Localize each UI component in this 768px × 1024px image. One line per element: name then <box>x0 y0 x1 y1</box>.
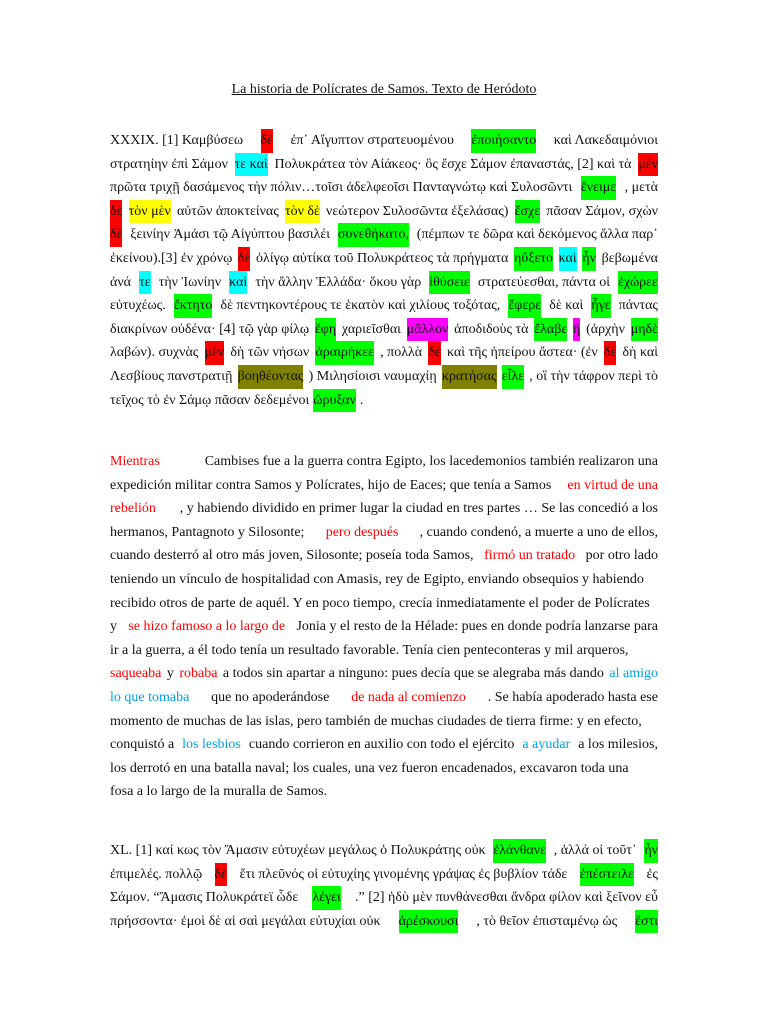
highlighted-word: ἐλάνθανε <box>493 839 546 863</box>
text-line <box>110 568 658 592</box>
text-segment: , οἳ τὴν τάφρον περὶ τὸ <box>529 368 658 384</box>
highlighted-word: τε <box>139 271 151 295</box>
text-line <box>110 247 658 271</box>
text-line <box>110 474 658 498</box>
text-segment: cuando desterró al otro más joven, Silosonte; poseía toda Samos, <box>110 548 474 564</box>
text-segment: , μετὰ <box>624 180 658 196</box>
text-line <box>110 365 658 389</box>
highlighted-word: δὲ <box>110 223 122 247</box>
text-line <box>110 733 658 757</box>
text-segment: πᾶσαν Σάμον, σχὼν <box>546 203 658 219</box>
highlighted-word: ἀρέσκουσι <box>399 910 459 934</box>
text-segment: ir a la guerra, a él todo tenía un resultado favorable. Tenía cien penteconteras y mil arqueros, <box>110 642 629 658</box>
text-segment: . <box>359 392 364 408</box>
text-segment: Cambises fue a la guerra contra Egipto, los lacedemonios también realizaron una <box>204 454 658 469</box>
text-line <box>110 200 658 224</box>
text-segment: αὐτῶν ἀποκτείνας <box>176 203 279 219</box>
highlighted-word: saqueaba <box>110 666 162 682</box>
text-segment: por otro lado <box>585 548 658 564</box>
text-line <box>110 271 658 295</box>
text-segment: y <box>166 666 174 682</box>
text-segment: , cuando condenó, a muerte a uno de ellos, <box>419 524 658 540</box>
text-segment: καὶ τῆς ἠπείρου ἄστεα· (ἐν <box>446 345 598 361</box>
text-segment: λαβών). συχνὰς <box>110 345 199 361</box>
highlighted-word: κρατήσας <box>442 365 497 389</box>
text-segment: recibido otros de parte de aquél. Y en poco tiempo, crecía inmediatamente el poder de Polícrates <box>110 595 650 611</box>
text-segment: δὴ τῶν νήσων <box>230 345 310 361</box>
text-segment: Σάμον. “Ἄμασις Πολυκράτεϊ ὧδε <box>110 890 299 906</box>
text-segment: πάντας <box>618 298 658 314</box>
highlighted-word: ἐποιήσαντο <box>471 129 536 153</box>
highlighted-word: ἢ <box>573 318 580 342</box>
highlighted-word: μὲν <box>205 341 225 365</box>
highlighted-word: lo que tomaba <box>110 689 190 705</box>
text-segment: ) Μιλησίοισι ναυμαχίῃ <box>308 368 437 384</box>
highlighted-word: ἔλαβε <box>534 318 567 342</box>
highlighted-word: de nada al comienzo <box>351 689 466 705</box>
spanish-translation <box>110 450 658 804</box>
text-line <box>110 318 658 342</box>
text-line <box>110 294 658 318</box>
text-segment: εὐτυχέως. <box>110 298 166 314</box>
text-segment: , πολλὰ <box>380 345 423 361</box>
text-line <box>110 544 658 568</box>
highlighted-word: καὶ <box>229 271 247 295</box>
highlighted-word: ὤρυξαν <box>313 389 356 413</box>
highlighted-word: Mientras <box>110 454 160 469</box>
text-line <box>110 223 658 247</box>
text-segment: βεβωμένα <box>601 250 658 266</box>
text-segment: καὶ Λακεδαιμόνιοι <box>553 133 658 148</box>
highlighted-word: δὲ <box>604 341 616 365</box>
text-line <box>110 863 658 887</box>
text-segment: ἐπ᾽ Αἴγυπτον στρατευομένου <box>290 133 454 148</box>
text-segment: , ἀλλά οἱ τοῦτ᾽ <box>553 843 637 858</box>
text-line <box>110 129 658 153</box>
text-segment: Λεσβίους πανστρατιῇ <box>110 368 233 384</box>
highlighted-word: δὲ <box>428 341 440 365</box>
text-segment: fosa a lo largo de la muralla de Samos. <box>110 784 328 800</box>
text-line <box>110 910 658 934</box>
highlighted-word: los lesbios <box>182 737 241 753</box>
highlighted-word: en virtud de una <box>567 477 658 493</box>
highlighted-word: μηδὲ <box>631 318 658 342</box>
highlighted-word: δὲ <box>215 863 227 887</box>
text-segment: τὴν Ἰωνίην <box>158 274 222 290</box>
text-segment: a todos sin apartar a ninguno: pues decía que se alegraba más dando <box>222 666 604 682</box>
text-line <box>110 780 658 804</box>
highlighted-word: rebelión <box>110 501 156 517</box>
highlighted-word: ἦν <box>644 839 658 863</box>
text-line <box>110 757 658 781</box>
text-segment: cuando corrieron en auxilio con todo el ejército <box>248 737 515 753</box>
text-segment: ἐκείνου).[3] ἐν χρόνῳ <box>110 250 233 266</box>
text-line <box>110 176 658 200</box>
text-segment: τὴν ἄλλην Ἑλλάδα· ὅκου γὰρ <box>255 274 422 290</box>
highlighted-word: ἔσχε <box>515 200 541 224</box>
text-segment: conquistó a <box>110 737 175 753</box>
text-line <box>110 686 658 710</box>
highlighted-word: μὲν <box>638 153 658 177</box>
highlighted-word: ἐπέστειλε <box>580 863 634 887</box>
highlighted-word: ἔνειμε <box>581 176 616 200</box>
text-line <box>110 341 658 365</box>
text-line <box>110 615 658 639</box>
highlighted-word: βοηθέοντας <box>238 365 304 389</box>
text-segment: ἀνά <box>110 274 131 290</box>
text-segment: expedición militar contra Samos y Polícrates, hijo de Eaces; que tenía a Samos <box>110 477 552 493</box>
highlighted-word: ἰθύσειε <box>429 271 469 295</box>
text-segment: δὲ πεντηκοντέρους τε ἑκατὸν καὶ χιλίους τοξότας, <box>220 298 501 314</box>
text-segment: Jonia y el resto de la Hélade: pues en donde podría lanzarse para <box>296 619 658 635</box>
highlighted-word: τε καὶ <box>235 153 268 177</box>
text-segment: que no apoderándose <box>211 689 330 705</box>
highlighted-word: ἔκτητο <box>174 294 213 318</box>
text-line <box>110 710 658 734</box>
text-segment: χαριεῖσθαι <box>341 321 401 337</box>
text-segment: δὴ καὶ <box>622 345 658 361</box>
highlighted-word: δὲ <box>110 200 122 224</box>
text-line <box>110 450 658 474</box>
text-segment: los derrotó en una batalla naval; los cuales, una vez fueron encadenados, excavaron toda una <box>110 760 629 776</box>
text-segment: . Se había apoderado hasta ese <box>487 689 658 705</box>
highlighted-word: al amigo <box>609 666 658 682</box>
text-segment: XL. [1] καί κως τὸν Ἄμασιν εὐτυχέων μεγάλως ὁ Πολυκράτης οὐκ <box>110 843 486 858</box>
highlighted-word: ἔφη <box>315 318 336 342</box>
highlighted-word: se hizo famoso a lo largo de <box>128 619 286 635</box>
highlighted-word: firmó un tratado <box>484 548 576 564</box>
text-segment: ἐς <box>646 866 658 882</box>
highlighted-word: μᾶλλον <box>407 318 449 342</box>
text-line <box>110 592 658 616</box>
text-line <box>110 839 658 863</box>
text-line <box>110 886 658 910</box>
highlighted-word: τὸν μὲν <box>129 200 171 224</box>
text-segment: ἐπιμελές. πολλῷ <box>110 866 203 882</box>
text-segment: (ἀρχὴν <box>586 321 625 337</box>
text-segment: y <box>110 619 117 635</box>
text-segment: τεῖχος τὸ ἐν Σάμῳ πᾶσαν δεδεμένοι <box>110 392 310 408</box>
text-segment: .” [2] ἡδὺ μὲν πυνθάνεσθαι ἄνδρα φίλον καὶ ξεῖνον εὖ <box>355 890 658 906</box>
text-segment: hermanos, Pantagnoto y Silosonte; <box>110 524 305 540</box>
text-line <box>110 497 658 521</box>
highlighted-word: ἔστι <box>635 910 658 934</box>
text-segment: πρήσσοντα· ἐμοὶ δὲ αἱ σαὶ μεγάλαι εὐτυχίαι οὐκ <box>110 913 381 929</box>
text-segment: δὲ καὶ <box>549 298 584 314</box>
text-segment: ξεινίην Ἀμάσι τῷ Αἰγύπτου βασιλέι <box>130 227 331 243</box>
text-segment: διακρίνων οὐδένα· [4] τῷ γὰρ φίλῳ <box>110 321 310 337</box>
text-line <box>110 153 658 177</box>
text-line <box>110 389 658 413</box>
text-segment: ἔτι πλεῦνός οἱ εὐτυχίης γινομένης γράψας ἐς βυβλίον τάδε <box>239 866 568 882</box>
document-title: La historia de Polícrates de Samos. Texto de Heródoto <box>231 82 537 97</box>
text-segment: ἀποδιδοὺς τὰ <box>454 321 529 337</box>
highlighted-word: τὸν δὲ <box>285 200 320 224</box>
highlighted-word: ἦγε <box>591 294 610 318</box>
highlighted-word: καὶ <box>559 247 577 271</box>
text-segment: momento de muchas de las islas, pero también de muchas ciudades de tierra firme: y en efecto, <box>110 713 642 729</box>
highlighted-word: a ayudar <box>522 737 571 753</box>
highlighted-word: ηὔξετο <box>514 247 553 271</box>
text-segment: στρατεύεσθαι, πάντα οἱ <box>477 274 611 290</box>
text-segment: teniendo un vínculo de hospitalidad con Amasis, rey de Egipto, enviando obsequios y habiendo <box>110 571 644 587</box>
text-segment: Πολυκράτεα τὸν Αἰάκεος· ὃς ἔσχε Σάμον ἐπαναστάς, [2] καὶ τὰ <box>274 156 632 172</box>
highlighted-word: ἦν <box>582 247 596 271</box>
greek-text-chapter-40 <box>110 839 658 933</box>
text-segment: νεώτερον Συλοσῶντα ἐξελάσας) <box>326 203 509 219</box>
highlighted-word: συνεθήκατο, <box>338 223 409 247</box>
text-segment: a los milesios, <box>578 737 658 753</box>
text-segment: , τὸ θεῖον ἐπισταμένῳ ὡς <box>476 913 618 929</box>
text-line <box>110 639 658 663</box>
highlighted-word: ἀραιρήκεε <box>315 341 374 365</box>
text-segment: ὀλίγῳ αὐτίκα τοῦ Πολυκράτεος τὰ πρήγματα <box>256 250 509 266</box>
greek-text-chapter-39 <box>110 129 658 412</box>
text-line <box>110 521 658 545</box>
text-line <box>110 662 658 686</box>
highlighted-word: ἔφερε <box>508 294 541 318</box>
highlighted-word: εἷλε <box>502 365 524 389</box>
highlighted-word: pero después <box>325 524 399 540</box>
text-segment: , y habiendo dividido en primer lugar la ciudad en tres partes … Se las concedió a los <box>179 501 658 517</box>
text-segment: πρῶτα τριχῇ δασάμενος τὴν πόλιν…τοῖσι ἀδελφεοῖσι Πανταγνώτῳ καὶ Συλοσῶντι <box>110 180 573 196</box>
text-segment: (πέμπων τε δῶρα καὶ δεκόμενος ἄλλα παρ᾽ <box>416 227 658 243</box>
highlighted-word: δὲ <box>238 247 250 271</box>
highlighted-word: ἐχώρεε <box>618 271 658 295</box>
highlighted-word: δὲ <box>261 129 273 153</box>
text-segment: XXXIX. [1] Καμβύσεω <box>110 133 244 148</box>
text-segment: στρατηίην ἐπὶ Σάμον <box>110 156 228 172</box>
highlighted-word: robaba <box>179 666 218 682</box>
highlighted-word: λέγει <box>312 886 340 910</box>
